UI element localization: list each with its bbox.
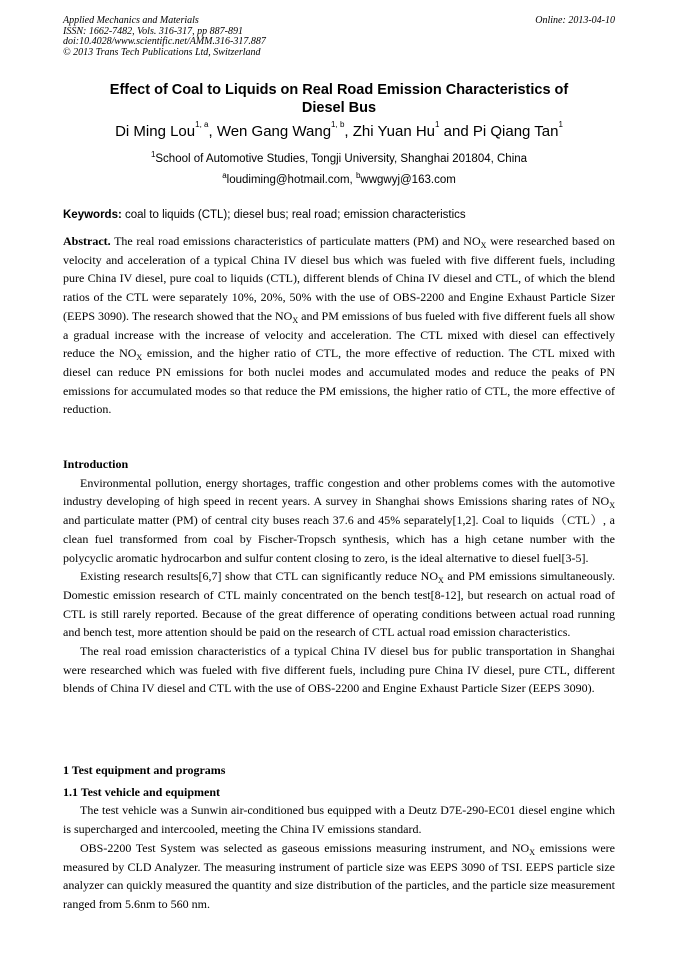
subscript: X [529, 847, 536, 857]
title-line-1: Effect of Coal to Liquids on Real Road Emission Characteristics of [109, 82, 569, 98]
body-paragraph: The real road emission characteristics of a typical China IV diesel bus for public transportation in Shanghai were researched which was fueled with five different fuels, including pure China IV diesel, pure CTL, different blends of China IV diesel and CTL with the use of OBS-2200 and Engine Exhaust Particle Sizer (EEPS 3090). [63, 644, 615, 696]
introduction-section [63, 455, 615, 698]
author-superscript: 1 [558, 120, 563, 129]
section-test-equipment [63, 761, 615, 914]
body-paragraph [63, 567, 615, 642]
body-paragraph: The test vehicle was a Sunwin air-conditioned bus equipped with a Deutz D7E-290-EC01 diesel engine which is supercharged and intercooled, meeting the China IV emissions standard. [63, 803, 615, 837]
author-name: Wen Gang Wang [216, 123, 332, 140]
abstract-text: were researched based on velocity and acceleration of a typical China IV diesel bus which was fueled with five different fuels, including pure China IV diesel, pure coal to liquids (CTL), different blends of China IV diesel and CTL, of which the blend ratios of the CTL were separately 10%, 20%, 50% with the use of OBS-2200 and Engine Exhaust Particle Sizer (EEPS 3090). The research showed that the NO [63, 234, 615, 323]
keywords [63, 208, 615, 222]
paragraph-text: OBS-2200 Test System was selected as gaseous emissions measuring instrument, and NO [80, 840, 530, 855]
author-separator: , [344, 123, 353, 140]
abstract-label: Abstract. [63, 234, 111, 248]
keywords-label: Keywords: [63, 209, 122, 221]
paragraph-text: and PM emissions simultaneously. Domestic emission research of CTL mainly concentrated on the bench test[8-12], but research on actual road of CTL is still rarely reported. Because of the great difference of operating conditions between actual road running and bench test, more attention should be paid on the research of CTL actual road emission characteristics. [63, 569, 616, 640]
author-separator: and [439, 123, 473, 140]
abstract-text: and PM emissions of bus fueled with five different fuels all show a gradual increase with the increase of velocity and acceleration. The CTL mixed with diesel can effectively reduce the NO [63, 308, 615, 361]
affiliation-superscript: 1 [150, 150, 156, 159]
subscript: X [292, 315, 299, 325]
issn-line: ISSN: 1662-7482, Vols. 316-317, pp 887-891 [63, 25, 243, 37]
subscript: X [609, 501, 615, 511]
author-emails [63, 173, 615, 187]
email-link[interactable]: loudiming@hotmail.com, [226, 174, 356, 186]
author-superscript: 1, a [195, 120, 209, 129]
author-name: Zhi Yuan Hu [352, 123, 436, 140]
paragraph-text: and particulate matter (PM) of central city buses reach 37.6 and 45% separately[1,2]. Coal to liquids（CTL）, a clean fuel transformed from coal by Fischer-Tropsch synthesis, which has a high cetane number with the polycyclic aromatic hydrocarbon and sulfur content closing to zero, is the ideal alternative to diesel fuel[3-5]. [63, 513, 615, 565]
subscript: X [136, 353, 143, 363]
paragraph-text: emissions were measured by CLD Analyzer. The measuring instrument of particle size was EEPS 3090 of TSI. EEPS particle size analyzer can quickly measured the quantity and size distribution of the particles, and the particle size measurement ranged from 5.6nm to 560 nm. [63, 840, 616, 911]
keywords-text: coal to liquids (CTL); diesel bus; real road; emission characteristics [121, 209, 466, 221]
abstract-paragraph [63, 232, 615, 419]
section-heading: 1 Test equipment and programs [63, 763, 226, 777]
abstract [63, 232, 615, 419]
subscript: X [438, 576, 444, 586]
affiliation [63, 152, 615, 166]
abstract-text: emission, and the higher ratio of CTL, the more effective of reduction. The CTL mixed with diesel can reduce PN emissions for both nuclei modes and accumulated modes and reduce the peaks of PN emissions for accumulated modes so that reduce the PM emissions, the higher ratio of CTL, the more effective of reduction. [63, 346, 615, 417]
email-link[interactable]: wwgwyj@163.com [360, 174, 456, 186]
online-date: Online: 2013-04-10 [535, 15, 615, 26]
paragraph-text: Existing research results[6,7] show that CTL can significantly reduce NO [80, 569, 439, 584]
doi-line: doi:10.4028/www.scientific.net/AMM.316-317.887 [63, 36, 266, 47]
author-separator: , [208, 123, 217, 140]
body-paragraph [63, 474, 615, 568]
author-superscript: 1 [435, 120, 440, 129]
paragraph-text: Environmental pollution, energy shortages, traffic congestion and other problems comes with the automotive industry developing of high speed in recent years. A survey in Shanghai shows Emissions sharing rates of NO [63, 475, 615, 509]
email-superscript: b [355, 171, 361, 180]
body-paragraph [63, 839, 615, 914]
paper-title [63, 81, 615, 117]
subscript: X [480, 241, 487, 250]
journal-header [63, 16, 615, 58]
copyright-line: © 2013 Trans Tech Publications Ltd, Switzerland [63, 46, 261, 58]
subsection-heading: 1.1 Test vehicle and equipment [63, 784, 221, 799]
title-line-2: Diesel Bus [301, 100, 377, 116]
abstract-text: The real road emissions characteristics of particulate matters (PM) and NO [110, 234, 481, 248]
author-list [63, 122, 615, 141]
author-name: Pi Qiang Tan [472, 123, 559, 140]
introduction-heading: Introduction [63, 457, 129, 471]
author-name: Di Ming Lou [115, 123, 196, 140]
email-superscript: a [222, 171, 227, 180]
affiliation-text: , Shanghai 201804, China [394, 153, 528, 165]
journal-name: Applied Mechanics and Materials [63, 15, 199, 26]
author-superscript: 1, b [331, 120, 345, 129]
affiliation-text: School of Automotive Studies, Tongji University [155, 153, 395, 165]
